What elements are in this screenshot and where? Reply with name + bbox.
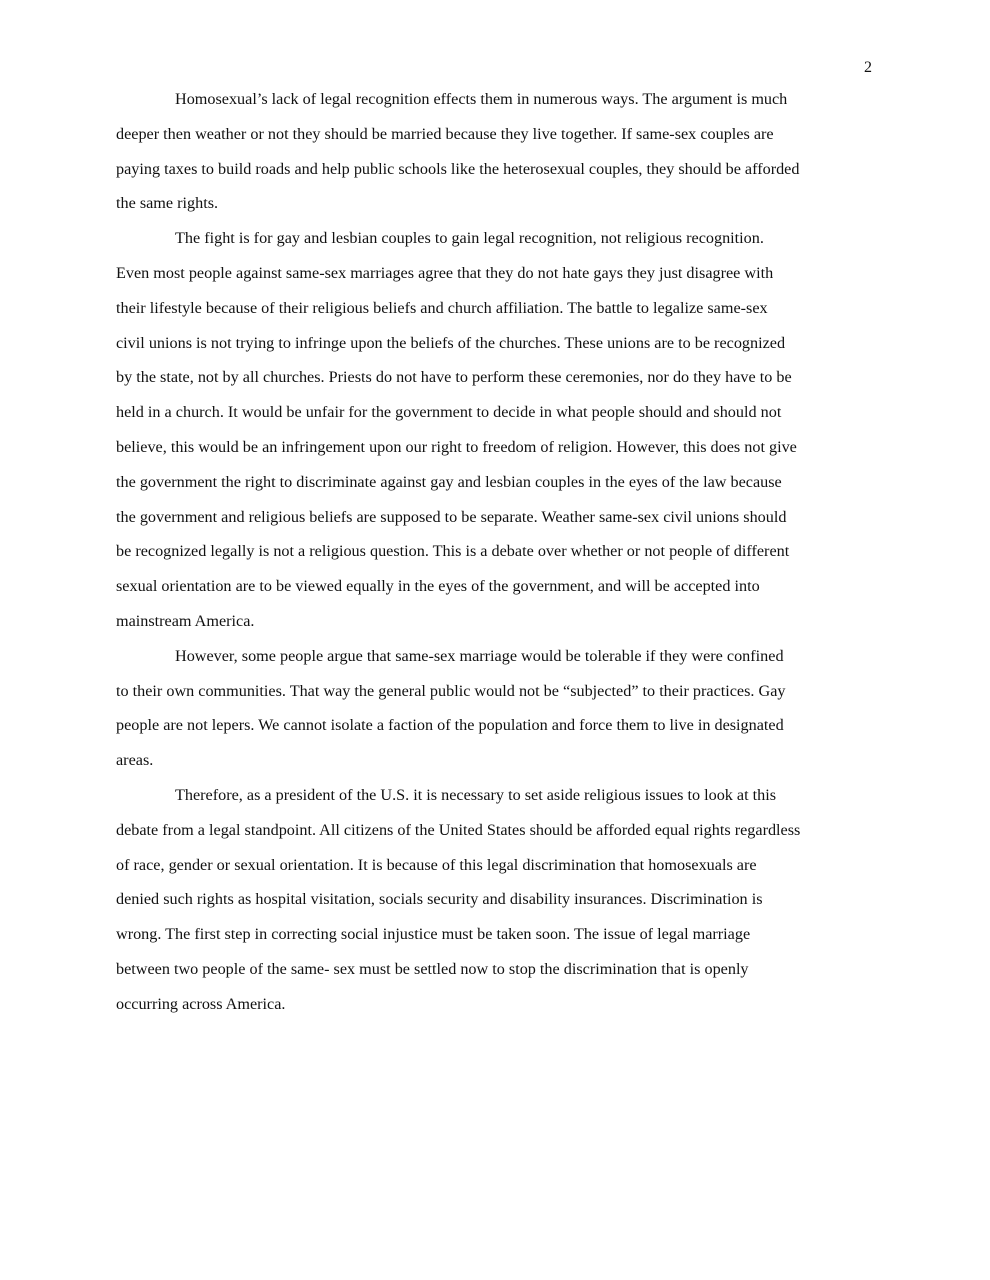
- text-line: the government and religious beliefs are supposed to be separate. Weather same-sex civil unions should: [116, 507, 787, 526]
- text-line: between two people of the same- sex must be settled now to stop the discrimination that is openly: [116, 959, 749, 978]
- text-line: people are not lepers. We cannot isolate a faction of the population and force them to live in designated: [116, 716, 784, 735]
- text-line: of race, gender or sexual orientation. It is because of this legal discrimination that homosexuals are: [116, 855, 757, 874]
- text-line: believe, this would be an infringement upon our right to freedom of religion. However, this does not give: [116, 437, 797, 456]
- text-line: held in a church. It would be unfair for the government to decide in what people should and should not: [116, 403, 782, 422]
- text-line: deeper then weather or not they should be married because they live together. If same-sex couples are: [116, 124, 774, 143]
- text-line: The fight is for gay and lesbian couples to gain legal recognition, not religious recognition.: [175, 229, 764, 248]
- text-line: areas.: [116, 751, 154, 770]
- text-line: mainstream America.: [116, 611, 255, 630]
- paragraph: [116, 221, 876, 639]
- paragraph: [116, 639, 876, 778]
- text-line: Therefore, as a president of the U.S. it is necessary to set aside religious issues to look at this: [175, 785, 777, 804]
- text-line: the same rights.: [116, 194, 219, 213]
- text-line: paying taxes to build roads and help public schools like the heterosexual couples, they should be afforded: [116, 159, 800, 178]
- text-line: be recognized legally is not a religious question. This is a debate over whether or not people of different: [116, 542, 790, 561]
- paragraph: [116, 778, 876, 1022]
- paragraph: [116, 82, 876, 221]
- text-line: to their own communities. That way the general public would not be “subjected” to their practices. Gay: [116, 681, 786, 700]
- text-line: the government the right to discriminate against gay and lesbian couples in the eyes of the law because: [116, 472, 782, 491]
- text-line: debate from a legal standpoint. All citizens of the United States should be afforded equal rights regardless: [116, 820, 801, 839]
- text-line: However, some people argue that same-sex marriage would be tolerable if they were confined: [175, 646, 784, 665]
- text-line: civil unions is not trying to infringe upon the beliefs of the churches. These unions are to be recognized: [116, 333, 786, 352]
- text-line: their lifestyle because of their religious beliefs and church affiliation. The battle to legalize same-sex: [116, 298, 768, 317]
- text-line: by the state, not by all churches. Priests do not have to perform these ceremonies, nor do they have to be: [116, 368, 792, 387]
- body-text: [116, 82, 876, 1022]
- page-number: 2: [864, 59, 872, 76]
- text-line: occurring across America.: [116, 994, 286, 1013]
- text-line: wrong. The first step in correcting social injustice must be taken soon. The issue of legal marriage: [116, 925, 751, 944]
- text-line: Even most people against same-sex marriages agree that they do not hate gays they just disagree with: [116, 263, 774, 282]
- text-line: sexual orientation are to be viewed equally in the eyes of the government, and will be accepted into: [116, 577, 760, 596]
- text-line: denied such rights as hospital visitation, socials security and disability insurances. Discrimination is: [116, 890, 763, 909]
- text-line: Homosexual’s lack of legal recognition effects them in numerous ways. The argument is much: [175, 90, 788, 108]
